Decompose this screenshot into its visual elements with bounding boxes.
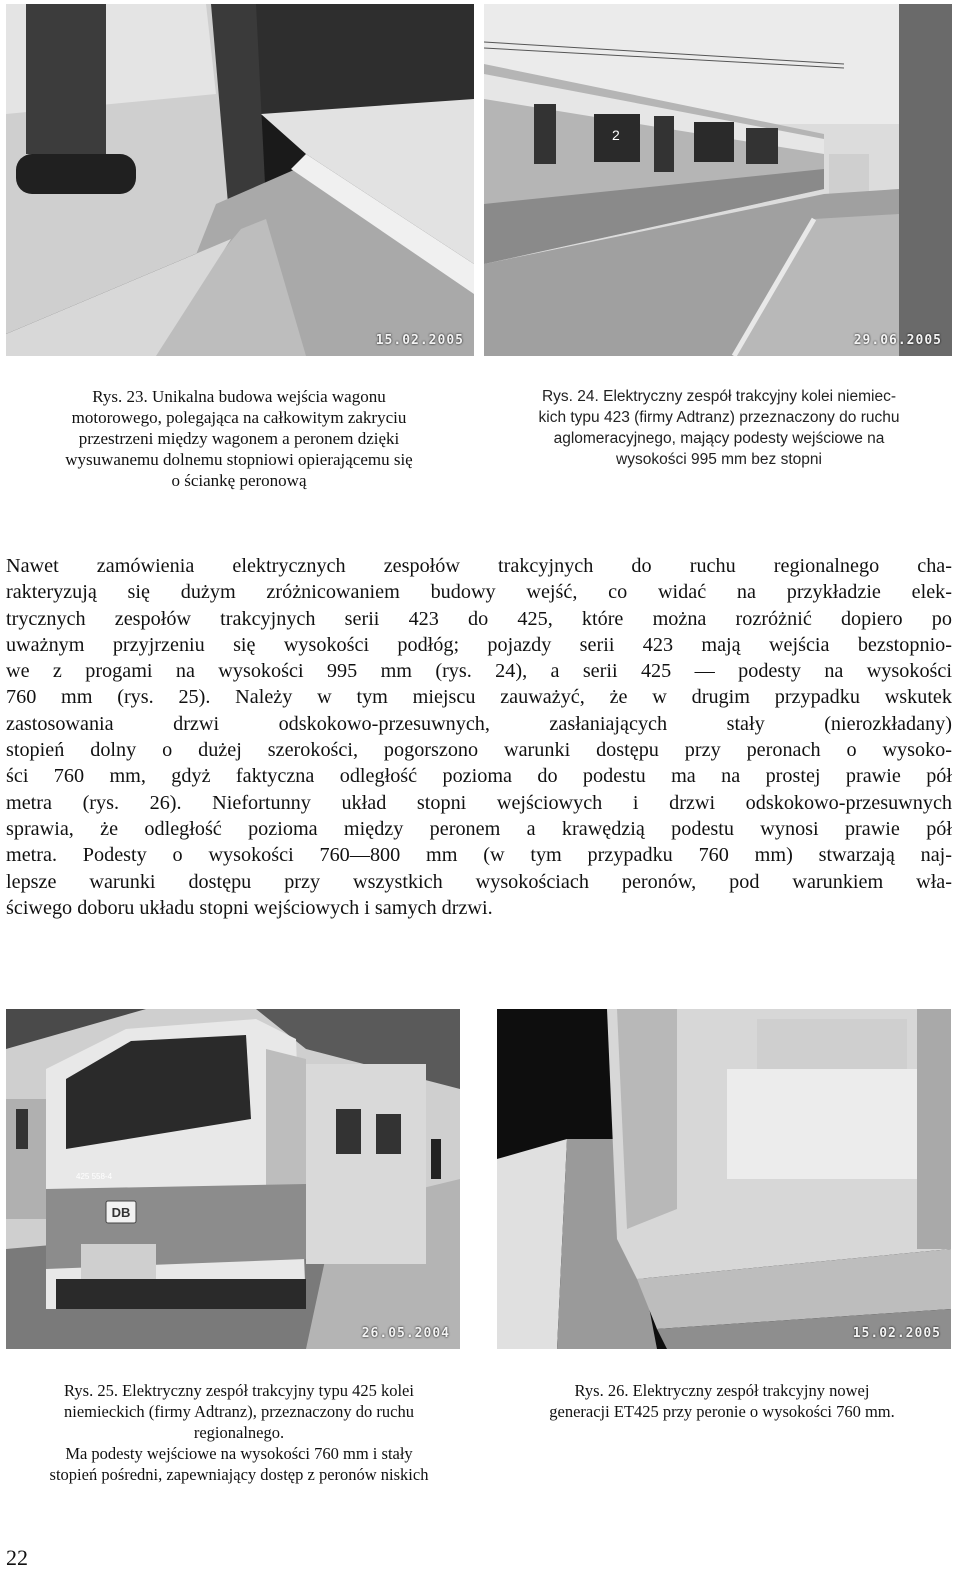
caption-rys24-line: aglomeracyjnego, mający podesty wejściowe na <box>553 430 885 447</box>
photo-rys26-date-stamp: 15.02.2005 <box>852 1326 941 1341</box>
photo-rys24-date-stamp: 29.06.2005 <box>853 333 942 348</box>
body-line: lepsze warunki dostępu przy wszystkich wysokościach peronów, pod warunkiem wła- <box>6 870 952 893</box>
photo-rys23 <box>6 4 474 356</box>
caption-rys23-line: wysuwanemu dolnemu stopniowi opierającemu się <box>65 450 413 469</box>
photo-rys23-date-stamp: 15.02.2005 <box>375 333 464 348</box>
caption-rys26-line: Rys. 26. Elektryczny zespół trakcyjny nowej <box>574 1381 870 1400</box>
photo-rys26 <box>497 1009 951 1349</box>
body-line: uważnym przyjrzeniu się wysokości podłóg; pojazdy serii 423 mają wejścia bezstopnio- <box>6 633 952 656</box>
body-paragraph <box>6 553 952 921</box>
caption-rys25-line: regionalnego. <box>193 1423 285 1442</box>
photo-rys26-illustration <box>497 1009 951 1349</box>
photo-rys25-unit-number: 425 558-4 <box>76 1172 113 1181</box>
caption-rys24-line: Rys. 24. Elektryczny zespół trakcyjny kolei niemiec- <box>541 388 897 405</box>
caption-rys24 <box>486 386 952 470</box>
body-line: we z progami na wysokości 995 mm (rys. 24), a serii 425 — podesty na wysokości <box>6 660 952 683</box>
caption-rys25-line: niemieckich (firmy Adtranz), przeznaczony do ruchu <box>63 1402 414 1421</box>
caption-rys25 <box>6 1380 472 1485</box>
body-line: zastosowania drzwi odskokowo-przesuwnych, zasłaniających stały (nierozkładany) <box>6 712 952 735</box>
body-line: stopień dolny o dużej szerokości, pogorszono warunki dostępu przy peronach o wysoko- <box>6 739 952 762</box>
body-line: rakteryzują się dużym zróżnicowaniem budowy wejść, co widać na przykładzie elek- <box>6 581 952 604</box>
body-line: Nawet zamówienia elektrycznych zespołów trakcyjnych do ruchu regionalnego cha- <box>6 555 952 577</box>
caption-rys24-line: kich typu 423 (firmy Adtranz) przeznaczony do ruchu <box>538 409 900 426</box>
body-line: metra (rys. 26). Niefortunny układ stopni wejściowych i drzwi odskokowo-przesuwnych <box>6 791 952 814</box>
caption-rys26 <box>492 1380 952 1422</box>
page-number: 22 <box>6 1545 28 1570</box>
caption-rys23-line: Rys. 23. Unikalna budowa wejścia wagonu <box>92 387 386 406</box>
body-line: ści 760 mm, gdyż faktyczna odległość pozioma do podestu ma na prostej prawie pół <box>6 765 952 788</box>
body-line: 760 mm (rys. 25). Należy w tym miejscu zauważyć, że w drugim przypadku wskutek <box>6 686 952 709</box>
body-line: ściwego doboru układu stopni wejściowych i samych drzwi. <box>6 896 493 919</box>
caption-rys23-line: przestrzeni między wagonem a peronem dzięki <box>78 429 400 448</box>
caption-rys25-line: Rys. 25. Elektryczny zespół trakcyjny typu 425 kolei <box>64 1381 414 1400</box>
caption-rys24-line: wysokości 995 mm bez stopni <box>616 451 822 468</box>
photo-rys24 <box>484 4 952 356</box>
caption-rys25-line: stopień pośredni, zapewniający dostęp z peronów niskich <box>49 1465 429 1484</box>
body-line: trycznych zespołów trakcyjnych serii 423 do 425, które można rozróżnić dopiero po <box>6 607 952 630</box>
caption-rys25-line: Ma podesty wejściowe na wysokości 760 mm i stały <box>65 1444 413 1463</box>
caption-rys23-line: motorowego, polegająca na całkowitym zakryciu <box>71 408 407 427</box>
caption-rys26-line: generacji ET425 przy peronie o wysokości 760 mm. <box>549 1402 895 1421</box>
photo-rys25-illustration <box>6 1009 460 1349</box>
photo-rys25-db-logo: DB <box>111 1205 131 1220</box>
caption-rys23 <box>10 386 468 491</box>
body-line: sprawia, że odległość pozioma między peronem a krawędzią podestu wynosi prawie pół <box>6 817 952 840</box>
photo-rys24-illustration <box>484 4 952 356</box>
caption-rys23-line: o ściankę peronową <box>171 471 307 490</box>
photo-rys23-illustration <box>6 4 474 356</box>
photo-rys24-car-number: 2 <box>612 127 620 143</box>
photo-rys25 <box>6 1009 460 1349</box>
body-line: metra. Podesty o wysokości 760—800 mm (w tym przypadku 760 mm) stwarzają naj- <box>6 844 952 867</box>
photo-rys25-date-stamp: 26.05.2004 <box>361 1326 450 1341</box>
